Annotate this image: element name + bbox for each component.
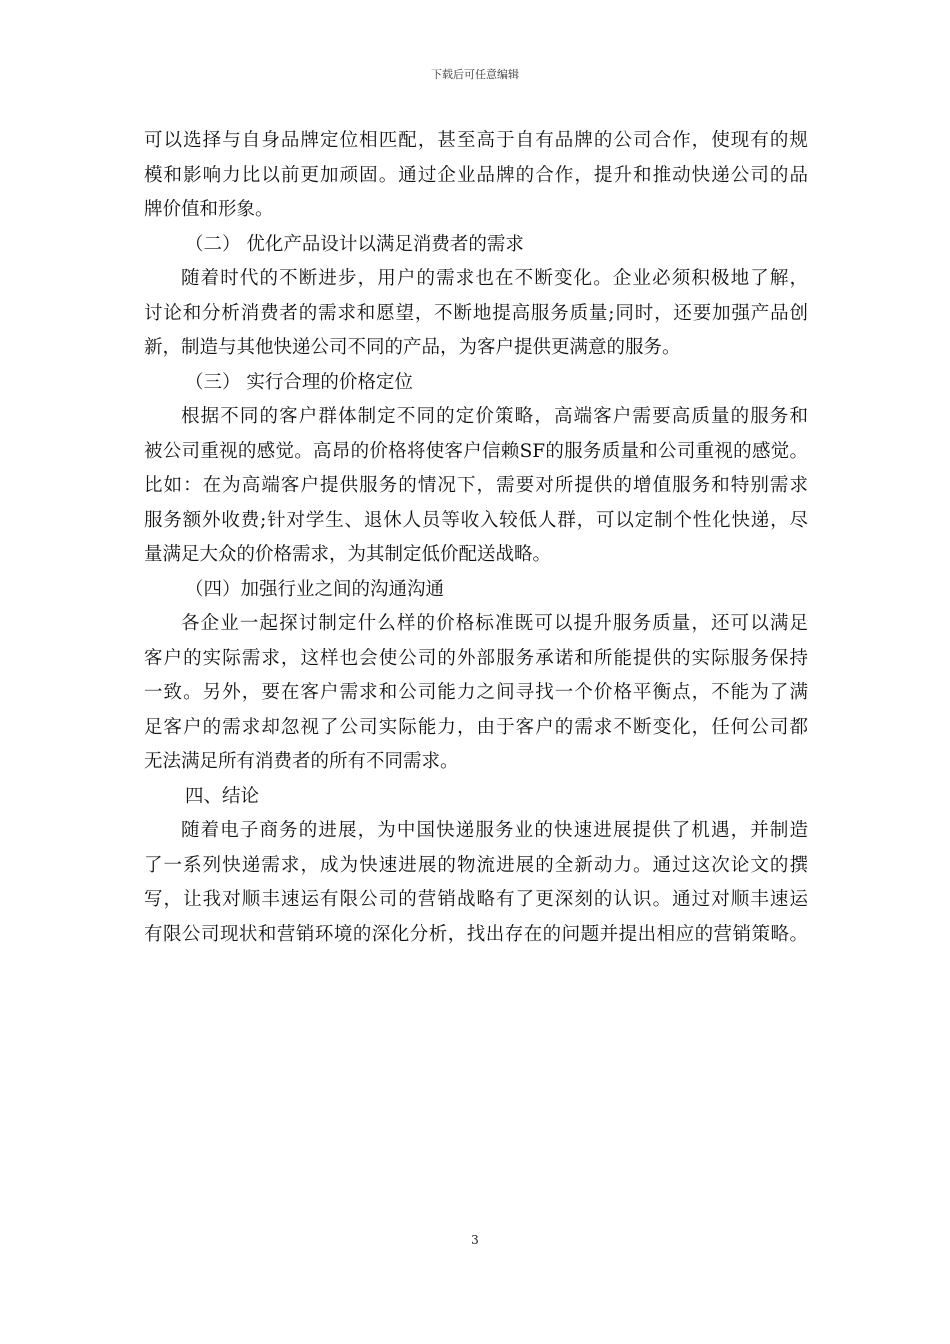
- section-heading: （三） 实行合理的价格定位: [185, 371, 413, 393]
- document-body: [144, 124, 808, 952]
- paragraph-line: 客户的实际需求，这样也会使公司的外部服务承诺和所能提供的实际服务保持: [144, 647, 808, 669]
- paragraph-line: 被公司重视的感觉。高昂的价格将使客户信赖SF的服务质量和公司重视的感觉。: [144, 440, 808, 462]
- paragraph-line: 量满足大众的价格需求，为其制定低价配送战略。: [144, 544, 552, 565]
- paragraph-line: 牌价值和形象。: [144, 199, 274, 220]
- paragraph-line: 可以选择与自身品牌定位相匹配，甚至高于自有品牌的公司合作，使现有的规: [144, 130, 808, 151]
- paragraph-line: 根据不同的客户群体制定不同的定价策略，高端客户需要高质量的服务和: [181, 406, 808, 427]
- paragraph-line: 无法满足所有消费者的所有不同需求。: [144, 751, 459, 772]
- page-number: 3: [471, 1233, 479, 1247]
- page-header: 下载后可任意编辑: [431, 68, 519, 81]
- section-heading: （二） 优化产品设计以满足消费者的需求: [185, 233, 524, 255]
- paragraph-line: 随着时代的不断进步，用户的需求也在不断变化。企业必须积极地了解，: [181, 268, 808, 289]
- paragraph-line: 足客户的需求却忽视了公司实际能力，由于客户的需求不断变化，任何公司都: [144, 716, 808, 738]
- paragraph-line: 一致。另外，要在客户需求和公司能力之间寻找一个价格平衡点，不能为了满: [144, 682, 808, 703]
- paragraph-line: 新，制造与其他快递公司不同的产品，为客户提供更满意的服务。: [144, 337, 681, 358]
- section-heading: 四、结论: [185, 785, 260, 807]
- paragraph-line: 各企业一起探讨制定什么样的价格标准既可以提升服务质量，还可以满足: [181, 613, 808, 634]
- section-heading: （四）加强行业之间的沟通沟通: [185, 578, 445, 600]
- paragraph-line: 讨论和分析消费者的需求和愿望，不断地提高服务质量;同时，还要加强产品创: [144, 302, 808, 324]
- paragraph-line: 服务额外收费;针对学生、退休人员等收入较低人群，可以定制个性化快递，尽: [144, 509, 808, 531]
- paragraph-line: 写，让我对顺丰速运有限公司的营销战略有了更深刻的认识。通过对顺丰速运: [144, 889, 808, 910]
- paragraph-line: 比如：在为高端客户提供服务的情况下，需要对所提供的增值服务和特别需求: [144, 475, 808, 496]
- paragraph-line: 模和影响力比以前更加顽固。通过企业品牌的合作，提升和推动快递公司的品: [144, 164, 808, 186]
- paragraph-line: 随着电子商务的进展，为中国快递服务业的快速进展提供了机遇，并制造: [181, 820, 808, 841]
- paragraph-line: 了一系列快递需求，成为快速进展的物流进展的全新动力。通过这次论文的撰: [144, 854, 808, 876]
- paragraph-line: 有限公司现状和营销环境的深化分析，找出存在的问题并提出相应的营销策略。: [144, 923, 808, 945]
